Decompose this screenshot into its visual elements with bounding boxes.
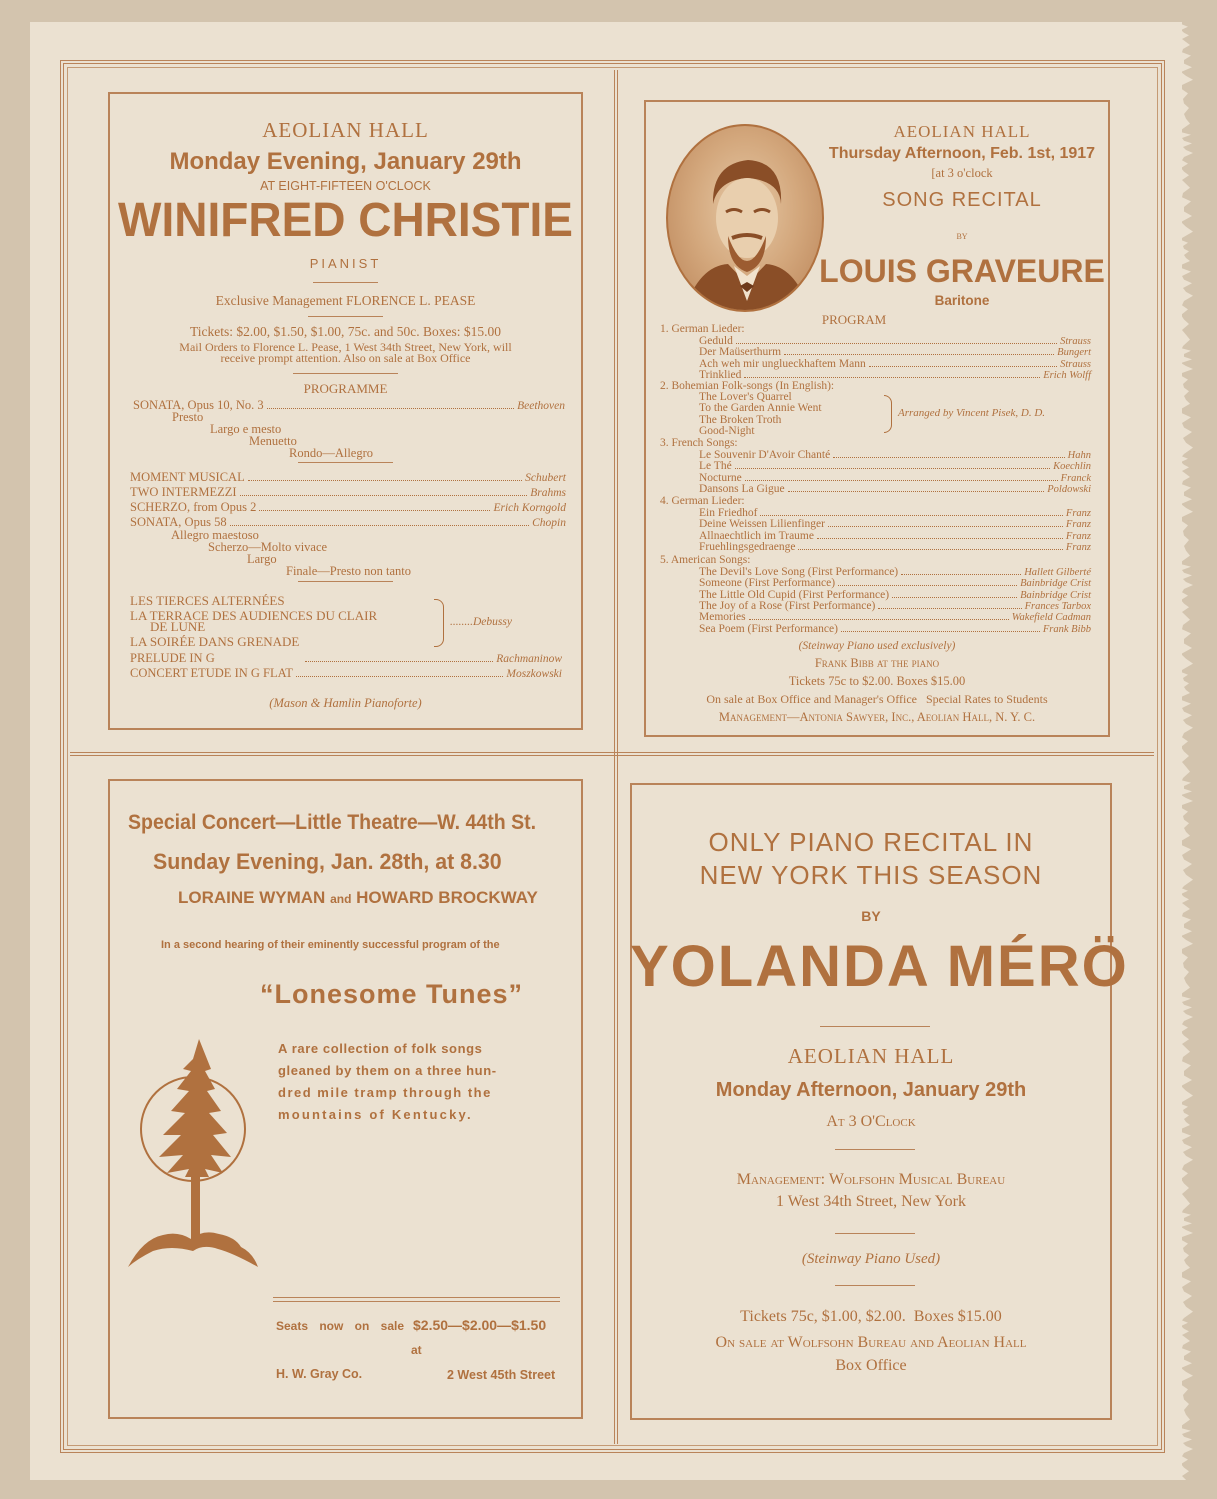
mero-rule-3	[835, 1233, 915, 1234]
song-composer: Frances Tarbox	[1024, 600, 1091, 612]
debussy-piece: LA TERRACE DES AUDIENCES DU CLAIR	[130, 608, 378, 623]
program-row	[699, 541, 1091, 553]
christie-piece	[130, 485, 566, 500]
movement: Rondo—Allegro	[289, 446, 374, 460]
song-title: Memories	[699, 611, 746, 624]
leader-dots	[901, 566, 1021, 575]
wyman-address: 2 West 45th Street	[447, 1368, 556, 1382]
program-row	[699, 335, 1091, 347]
song-title: Le Thé	[699, 460, 732, 473]
graveure-sale: On sale at Box Office and Manager's Office Special Rates to Students	[706, 692, 1048, 706]
torn-edge	[1172, 22, 1202, 1480]
song-composer: Erich Wolff	[1043, 369, 1091, 381]
christie-rule-3	[293, 373, 398, 374]
piece-composer: Rachmaninow	[496, 653, 562, 665]
song-title: Dansons La Gigue	[699, 482, 785, 495]
mero-time: At 3 O'Clock	[826, 1113, 916, 1130]
movement: Finale—Presto non tanto	[286, 564, 411, 578]
song-composer: Franz	[1065, 519, 1091, 531]
christie-rule-2	[308, 316, 383, 317]
program-row	[699, 577, 1091, 589]
piece-title: SONATA, Opus 58	[130, 515, 227, 529]
christie-artist: WINIFRED CHRISTIE	[118, 191, 573, 247]
mero-line-1: ONLY PIANO RECITAL IN	[708, 827, 1034, 857]
movement: Presto	[172, 410, 204, 424]
piece-composer: Moszkowski	[506, 668, 562, 680]
graveure-piano: (Steinway Piano used exclusively)	[798, 640, 956, 652]
song-title: Ach weh mir unglueckhaftem Mann	[699, 357, 866, 370]
song-title: The Joy of a Rose (First Performance)	[699, 599, 876, 612]
arranged-brace	[884, 395, 892, 433]
song-title: Geduld	[699, 335, 733, 347]
song-title: Someone (First Performance)	[699, 577, 836, 590]
movement: Menuetto	[249, 434, 297, 448]
leader-dots	[230, 517, 530, 526]
song-title: Deine Weissen Lilienfinger	[699, 518, 825, 531]
program-row	[699, 346, 1091, 358]
song-title: To the Garden Annie Went	[699, 402, 822, 415]
christie-piece	[130, 500, 566, 515]
piece-title: MOMENT MUSICAL	[130, 470, 245, 484]
graveure-portrait	[666, 124, 824, 312]
christie-piece	[130, 666, 562, 681]
movement: Largo	[247, 552, 277, 566]
program-row	[699, 449, 1091, 461]
leader-dots	[869, 358, 1057, 367]
song-composer: Strauss	[1060, 336, 1091, 347]
graveure-by: BY	[956, 232, 968, 241]
leader-dots	[305, 653, 493, 662]
program-section-heading: 2. Bohemian Folk-songs (In English):	[660, 380, 835, 392]
leader-dots	[240, 487, 528, 496]
arranged-by: Arranged by Vincent Pisek, D. D.	[898, 407, 1046, 419]
wyman-rule-1	[273, 1297, 560, 1298]
song-composer: Franz	[1065, 530, 1091, 542]
program-row	[699, 483, 1091, 495]
graveure-voice: Baritone	[934, 293, 990, 308]
piece-composer: Beethoven	[517, 400, 565, 412]
wyman-line-1: Special Concert—Little Theatre—W. 44th St.	[128, 811, 537, 834]
mero-venue: AEOLIAN HALL	[787, 1044, 955, 1068]
wyman-seats: Seats now on sale	[276, 1319, 405, 1333]
leader-dots	[892, 589, 1017, 598]
graveure-artist: LOUIS GRAVEURE	[819, 253, 1105, 289]
program-row	[699, 589, 1091, 601]
program-row	[699, 623, 1091, 635]
leader-dots	[760, 507, 1062, 516]
christie-management: Exclusive Management FLORENCE L. PEASE	[215, 293, 476, 308]
wyman-at: at	[411, 1343, 422, 1357]
song-title: Trinklied	[699, 368, 742, 381]
leader-dots	[798, 541, 1062, 550]
christie-programme-heading: PROGRAMME	[303, 381, 388, 396]
mero-rule-4	[835, 1285, 915, 1286]
wyman-seller: H. W. Gray Co.	[276, 1367, 363, 1381]
christie-piece	[130, 651, 562, 666]
leader-dots	[744, 369, 1040, 378]
song-composer: Poldowski	[1047, 483, 1091, 495]
program-section-heading: 5. American Songs:	[660, 554, 751, 566]
graveure-date: Thursday Afternoon, Feb. 1st, 1917	[828, 145, 1096, 162]
sale-text: On sale at Wolfsohn Bureau and Aeolian Hall	[715, 1334, 1027, 1351]
piece-composer: Brahms	[530, 487, 566, 499]
wyman-title: “Lonesome Tunes”	[260, 979, 524, 1009]
mero-tickets: Tickets 75c, $1.00, $2.00. Boxes $15.00	[740, 1308, 1002, 1325]
debussy-brace	[434, 599, 444, 647]
leader-dots	[838, 577, 1017, 586]
christie-piece	[130, 470, 566, 485]
song-title: Nocturne	[699, 471, 742, 484]
movement: Largo e mesto	[210, 422, 282, 436]
christie-tickets: Tickets: $2.00, $1.50, $1.00, 75c. and 50c. Boxes: $15.00	[189, 324, 502, 339]
leader-dots	[248, 472, 522, 481]
leader-dots	[817, 530, 1063, 539]
movement: Allegro maestoso	[171, 528, 259, 542]
debussy-composer: ........Debussy	[450, 616, 512, 628]
christie-date: Monday Evening, January 29th	[169, 148, 522, 175]
song-title: Good-Night	[699, 424, 755, 437]
leader-dots	[841, 623, 1040, 632]
christie-rule-5	[298, 581, 393, 582]
song-composer: Frank Bibb	[1042, 623, 1091, 635]
song-title: Fruehlingsgedraenge	[699, 540, 796, 553]
program-section-heading: 3. French Songs:	[660, 437, 738, 449]
piece-title: SONATA, Opus 10, No. 3	[133, 398, 264, 412]
movement: Scherzo—Molto vivace	[208, 540, 328, 554]
program-row	[699, 507, 1091, 519]
debussy-piece: LA SOIRÉE DANS GRENADE	[130, 634, 300, 649]
song-composer: Bainbridge Crist	[1020, 578, 1091, 590]
mero-mgmt-2: 1 West 34th Street, New York	[776, 1193, 966, 1210]
christie-role: PIANIST	[309, 256, 382, 271]
graveure-event: SONG RECITAL	[882, 189, 1042, 211]
song-composer: Hallett Gilberté	[1024, 567, 1091, 578]
debussy-piece: DE LUNE	[150, 619, 206, 634]
wyman-desc-1: A rare collection of folk songs	[278, 1041, 483, 1056]
artist-a: LORAINE WYMAN	[178, 888, 326, 907]
piece-title: SCHERZO, from Opus 2	[130, 500, 257, 514]
christie-rule-4	[298, 462, 393, 463]
christie-venue: AEOLIAN HALL	[262, 118, 429, 142]
mero-sale-2: Box Office	[835, 1357, 907, 1374]
song-composer: Bainbridge Crist	[1020, 589, 1091, 601]
vertical-divider	[614, 70, 618, 1444]
song-composer: Strauss	[1060, 358, 1091, 370]
pine-tree-icon	[123, 1039, 273, 1299]
leader-dots	[745, 472, 1058, 481]
song-title: Ein Friedhof	[699, 507, 758, 519]
and-word: and	[330, 892, 352, 906]
song-composer: Koechlin	[1053, 461, 1091, 473]
song-composer: Franz	[1065, 541, 1091, 553]
graveure-accomp: Frank Bibb at the piano	[814, 656, 940, 670]
mero-by: BY	[861, 908, 881, 924]
program-row	[699, 518, 1091, 530]
mero-mgmt-1	[630, 1171, 1112, 1189]
graveure-time: [at 3 o'clock	[931, 166, 993, 180]
portrait-figure-icon	[668, 126, 824, 312]
song-title: Der Maüserthurm	[699, 346, 782, 359]
program-row	[699, 530, 1091, 542]
wyman-desc-4: mountains of Kentucky.	[278, 1107, 473, 1122]
leader-dots	[296, 668, 504, 677]
christie-rule-1	[313, 282, 378, 283]
graveure-venue: AEOLIAN HALL	[893, 122, 1031, 141]
leader-dots	[828, 518, 1063, 527]
christie-time: AT EIGHT-FIFTEEN O'CLOCK	[260, 179, 431, 193]
piece-title: CONCERT ETUDE IN G FLAT	[130, 666, 293, 680]
leader-dots	[788, 483, 1045, 492]
mero-rule-1	[820, 1026, 930, 1027]
mero-rule-2	[835, 1149, 915, 1150]
mero-piano: (Steinway Piano Used)	[801, 1251, 941, 1267]
mero-artist: YOLANDA MÉRÖ	[630, 934, 1129, 999]
wyman-line-2: Sunday Evening, Jan. 28th, at 8.30	[153, 849, 502, 874]
wyman-desc-3: dred mile tramp through the	[278, 1085, 492, 1100]
mero-sale-1	[630, 1334, 1112, 1352]
program-row	[699, 358, 1091, 370]
christie-piano: (Mason & Hamlin Pianoforte)	[269, 696, 422, 710]
song-composer: Franck	[1060, 472, 1091, 484]
leader-dots	[749, 611, 1009, 620]
composer-name: Debussy	[473, 616, 512, 628]
wyman-rule-2	[273, 1301, 560, 1302]
song-title: The Little Old Cupid (First Performance)	[699, 588, 890, 601]
leader-dots	[833, 449, 1064, 458]
leader-dots	[878, 600, 1021, 609]
christie-mail-2: receive prompt attention. Also on sale at Box Office	[220, 351, 471, 365]
piece-composer: Erich Korngold	[493, 502, 566, 514]
graveure-tickets: Tickets 75c to $2.00. Boxes $15.00	[788, 674, 966, 688]
song-composer: Hahn	[1067, 450, 1091, 461]
song-composer: Bungert	[1057, 347, 1091, 359]
song-title: The Lover's Quarrel	[699, 391, 792, 403]
piece-title: TWO INTERMEZZI	[130, 485, 237, 499]
leader-dots	[736, 335, 1057, 344]
program-section-heading: 1. German Lieder:	[660, 323, 745, 335]
program-row	[699, 611, 1091, 623]
song-composer: Wakefield Cadman	[1011, 612, 1091, 624]
mero-line-2: NEW YORK THIS SEASON	[699, 860, 1043, 890]
program-section-heading: 4. German Lieder:	[660, 495, 745, 507]
song-title: The Devil's Love Song (First Performance)	[699, 566, 899, 578]
program-row	[699, 472, 1091, 484]
program-row	[699, 566, 1091, 578]
program-row	[699, 460, 1091, 472]
wyman-intro: In a second hearing of their eminently successful program of the	[161, 939, 500, 951]
mgmt-text: Management: Wolfsohn Musical Bureau	[736, 1171, 1006, 1188]
song-title: Allnaechtlich im Traume	[699, 529, 814, 542]
horizontal-divider	[70, 752, 1154, 756]
piece-composer: Chopin	[532, 517, 566, 529]
wyman-artists	[178, 888, 538, 908]
leader-dots	[735, 460, 1050, 469]
song-title: The Broken Troth	[699, 413, 782, 426]
song-title: Sea Poem (First Performance)	[699, 622, 838, 635]
mero-date: Monday Afternoon, January 29th	[715, 1079, 1027, 1101]
piece-title: PRELUDE IN G	[130, 651, 215, 665]
leader-dots	[259, 502, 490, 511]
song-composer: Franz	[1065, 508, 1091, 519]
piece-composer: Schubert	[525, 472, 566, 484]
song-title: Le Souvenir D'Avoir Chanté	[699, 449, 831, 461]
program-row	[699, 600, 1091, 612]
debussy-piece: LES TIERCES ALTERNÉES	[130, 593, 285, 608]
christie-mail-1: Mail Orders to Florence L. Pease, 1 West 34th Street, New York, will	[179, 340, 512, 354]
artist-b: HOWARD BROCKWAY	[356, 888, 538, 907]
wyman-desc-2: gleaned by them on a three hun-	[278, 1063, 497, 1078]
graveure-management: Management—Antonia Sawyer, Inc., Aeolian Hall, N. Y. C.	[718, 710, 1036, 724]
graveure-program-heading: PROGRAM	[821, 312, 887, 327]
leader-dots	[784, 346, 1054, 355]
wyman-prices: $2.50—$2.00—$1.50	[413, 1317, 547, 1333]
leader-dots	[267, 400, 515, 409]
